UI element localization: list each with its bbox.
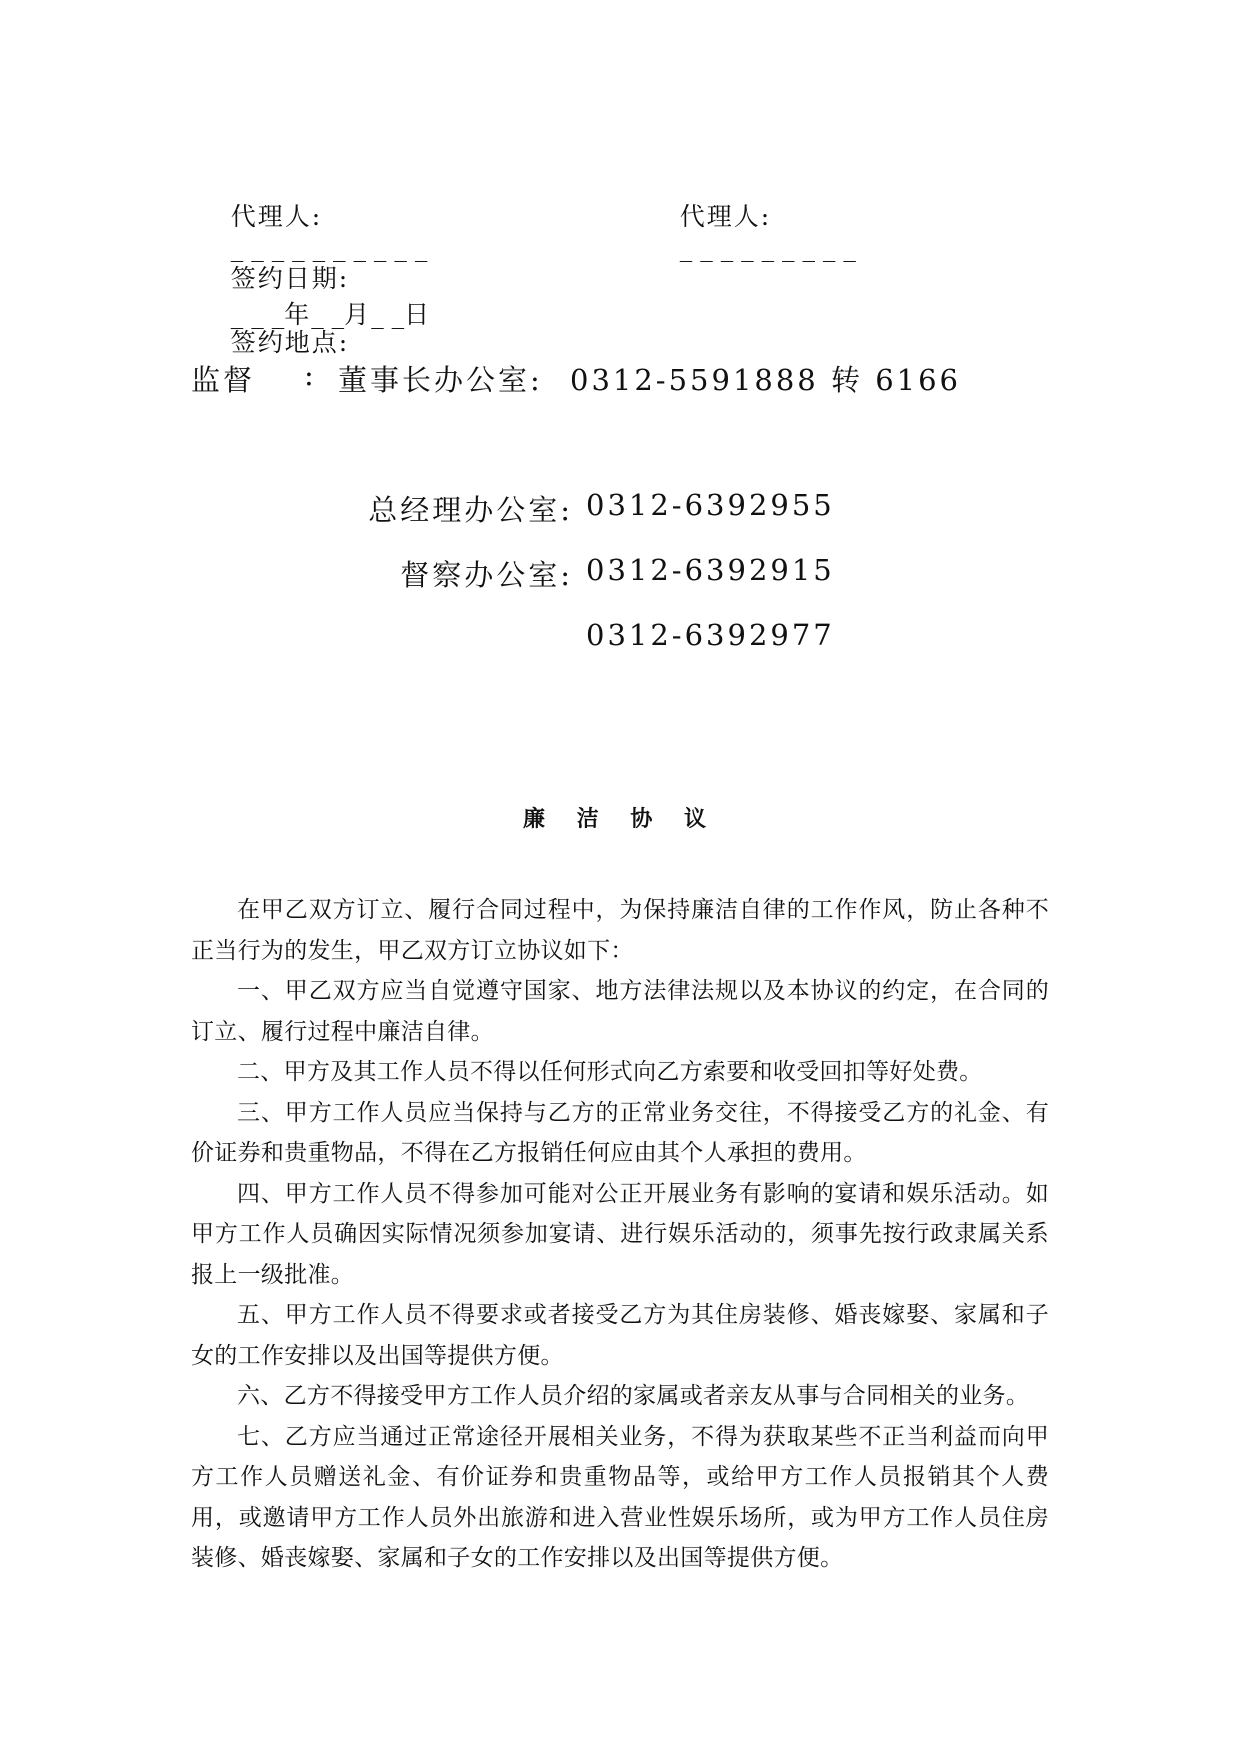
inspection-office-phone: 0312-6392915: [586, 553, 835, 587]
sign-date-year-blank: _ _ _: [230, 300, 285, 329]
supervision-colon: :: [304, 358, 317, 392]
gm-office-label: 总经理办公室:: [368, 493, 573, 527]
agreement-paragraph-3: 三、甲方工作人员应当保持与乙方的正常业务交往，不得接受乙方的礼金、有价证券和贵重物品，不得在乙方报销任何应由其个人承担的费用。: [191, 1099, 1049, 1166]
sign-date-day-blank: _ _: [371, 300, 405, 329]
sign-place-label: 签约地点:: [230, 328, 350, 357]
agent-b-blank: _ _ _ _ _ _ _ _ _: [679, 233, 856, 262]
agreement-paragraph-6: 六、乙方不得接受甲方工作人员介绍的家属或者亲友从事与合同相关的业务。: [237, 1383, 1030, 1409]
agent-b-field: [640, 168, 856, 291]
gm-office-phone: 0312-6392955: [586, 488, 835, 522]
agreement-paragraph-1: 一、甲乙双方应当自觉遵守国家、地方法律法规以及本协议的约定，在合同的订立、履行过程中廉洁自律。: [191, 978, 1049, 1045]
agreement-body: [191, 890, 1049, 1579]
supervision-label: 监督: [191, 363, 256, 397]
inspection-office-label: 督察办公室:: [400, 558, 573, 592]
sign-date-month-unit: 月: [344, 300, 372, 329]
agent-a-label: 代理人:: [230, 202, 323, 231]
agent-b-label: 代理人:: [679, 202, 772, 231]
agreement-paragraph-intro: 在甲乙双方订立、履行合同过程中，为保持廉洁自律的工作作风，防止各种不正当行为的发生，甲乙双方订立协议如下：: [191, 897, 1049, 964]
sign-date-year-unit: 年: [284, 300, 312, 329]
agreement-paragraph-4: 四、甲方工作人员不得参加可能对公正开展业务有影响的宴请和娱乐活动。如甲方工作人员确因实际情况须参加宴请、进行娱乐活动的，须事先按行政隶属关系报上一级批准。: [191, 1180, 1049, 1288]
sign-date-day-unit: 日: [404, 300, 432, 329]
sign-date-month-blank: _ _: [311, 300, 345, 329]
chairman-office-label: 董事长办公室:: [338, 363, 543, 397]
sign-date-label: 签约日期:: [230, 264, 350, 293]
agreement-title: 廉 洁 协 议: [523, 807, 718, 832]
agreement-paragraph-5: 五、甲方工作人员不得要求或者接受乙方为其住房装修、婚丧嫁娶、家属和子女的工作安排以及出国等提供方便。: [191, 1302, 1049, 1369]
agreement-paragraph-7: 七、乙方应当通过正常途径开展相关业务，不得为获取某些不正当利益而向甲方工作人员赠送礼金、有价证券和贵重物品等，或给甲方工作人员报销其个人费用，或邀请甲方工作人员外出旅游和进入营业性娱乐场所，或为甲方工作人员住房装修、婚丧嫁娶、家属和子女的工作安排以及出国等提供方便。: [191, 1423, 1049, 1571]
chairman-office-phone: 0312-5591888 转 6166: [570, 363, 961, 397]
agreement-paragraph-2: 二、甲方及其工作人员不得以任何形式向乙方索要和收受回扣等好处费。: [237, 1059, 983, 1085]
inspection-office-phone-2: 0312-6392977: [586, 618, 835, 652]
agent-a-blank: _ _ _ _ _ _ _ _ _ _: [230, 233, 428, 262]
